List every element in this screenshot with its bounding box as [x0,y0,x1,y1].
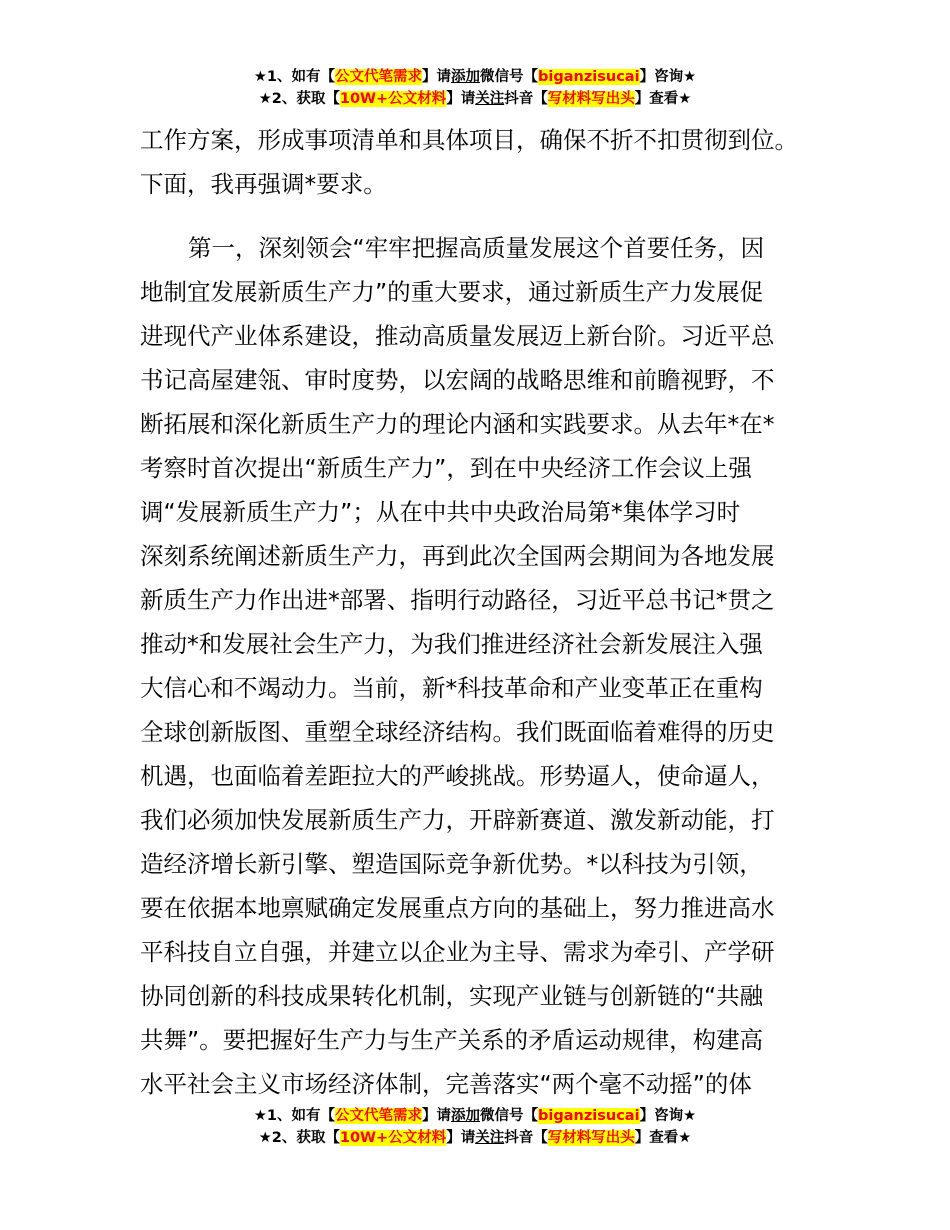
highlight-wechat-id: biganzisucai [538,69,640,85]
body-line: 地制宜发展新质生产力”的重大要求，通过新质生产力发展促 [140,278,764,306]
banner-text: ★1、如有【 [253,1108,336,1124]
banner-text: 】请 [446,91,476,107]
body-line: 书记高屋建瓴、审时度势，以宏阔的战略思维和前瞻视野，不 [140,366,775,394]
body-line: 进现代产业体系建设，推动高质量发展迈上新台阶。习近平总 [140,322,775,350]
banner-text: 】请 [422,1108,452,1124]
banner-text: 】查看★ [634,91,692,107]
body-line: 共舞”。要把握好生产力与生产关系的矛盾运动规律，构建高 [140,1026,764,1054]
highlight-ghostwriting: 公文代笔需求 [335,69,423,85]
underlined-add: 添加 [451,69,481,85]
banner-text: 】请 [446,1130,476,1146]
body-line: 推动*和发展社会生产力，为我们推进经济社会新发展注入强 [140,630,763,658]
body-line: 水平社会主义市场经济体制，完善落实“两个毫不动摇”的体 [140,1070,752,1098]
paragraph-gap [140,206,820,226]
body-line: 协同创新的科技成果转化机制，实现产业链与创新链的“共融 [140,982,764,1010]
body-line: 调“发展新质生产力”；从在中共中央政治局第*集体学习时 [140,498,741,526]
body-line: 要在依据本地禀赋确定发展重点方向的基础上，努力推进高水 [140,894,775,922]
highlight-materials: 10W+公文材料 [339,91,447,107]
banner-text: 微信号【 [480,1108,539,1124]
body-line: 工作方案，形成事项清单和具体项目，确保不折不扣贯彻到位。 [140,126,798,154]
banner-text: 】咨询★ [639,69,697,85]
banner-text: 微信号【 [480,69,539,85]
document-body [140,118,820,1106]
highlight-wechat-id: biganzisucai [538,1108,640,1124]
banner-line-1 [0,1105,950,1127]
banner-text: 抖音【 [504,1130,548,1146]
banner-text: ★2、获取【 [258,1130,340,1146]
banner-text: 】请 [422,69,452,85]
underlined-follow: 关注 [475,91,505,107]
banner-text: ★2、获取【 [258,91,340,107]
banner-line-2 [0,1127,950,1149]
body-line-paragraph-start: 第一，深刻领会“牢牢把握高质量发展这个首要任务，因 [188,234,765,262]
body-line: 深刻系统阐述新质生产力，再到此次全国两会期间为各地发展 [140,542,775,570]
banner-line-1 [0,66,950,88]
highlight-materials: 10W+公文材料 [339,1130,447,1146]
highlight-douyin-account: 写材料写出头 [547,1130,635,1146]
body-line: 我们必须加快发展新质生产力，开辟新赛道、激发新动能，打 [140,806,775,834]
highlight-douyin-account: 写材料写出头 [547,91,635,107]
header-banner [0,66,950,110]
footer-banner [0,1105,950,1149]
banner-text: 抖音【 [504,91,548,107]
banner-text: 】查看★ [634,1130,692,1146]
highlight-ghostwriting: 公文代笔需求 [335,1108,423,1124]
body-line: 全球创新版图、重塑全球经济结构。我们既面临着难得的历史 [140,718,775,746]
body-line: 断拓展和深化新质生产力的理论内涵和实践要求。从去年*在* [140,410,775,438]
underlined-add: 添加 [451,1108,481,1124]
banner-line-2 [0,88,950,110]
banner-text: 】咨询★ [639,1108,697,1124]
body-line: 新质生产力作出进*部署、指明行动路径，习近平总书记*贯之 [140,586,775,614]
banner-text: ★1、如有【 [253,69,336,85]
body-line: 机遇，也面临着差距拉大的严峻挑战。形势逼人，使命逼人， [140,762,775,790]
body-line: 造经济增长新引擎、塑造国际竞争新优势。*以科技为引领， [140,850,763,878]
body-line: 平科技自立自强，并建立以企业为主导、需求为牵引、产学研 [140,938,775,966]
body-line: 大信心和不竭动力。当前，新*科技革命和产业变革正在重构 [140,674,763,702]
body-line: 下面，我再强调*要求。 [140,170,387,198]
body-line: 考察时首次提出“新质生产力”，到在中央经济工作会议上强 [140,454,752,482]
underlined-follow: 关注 [475,1130,505,1146]
